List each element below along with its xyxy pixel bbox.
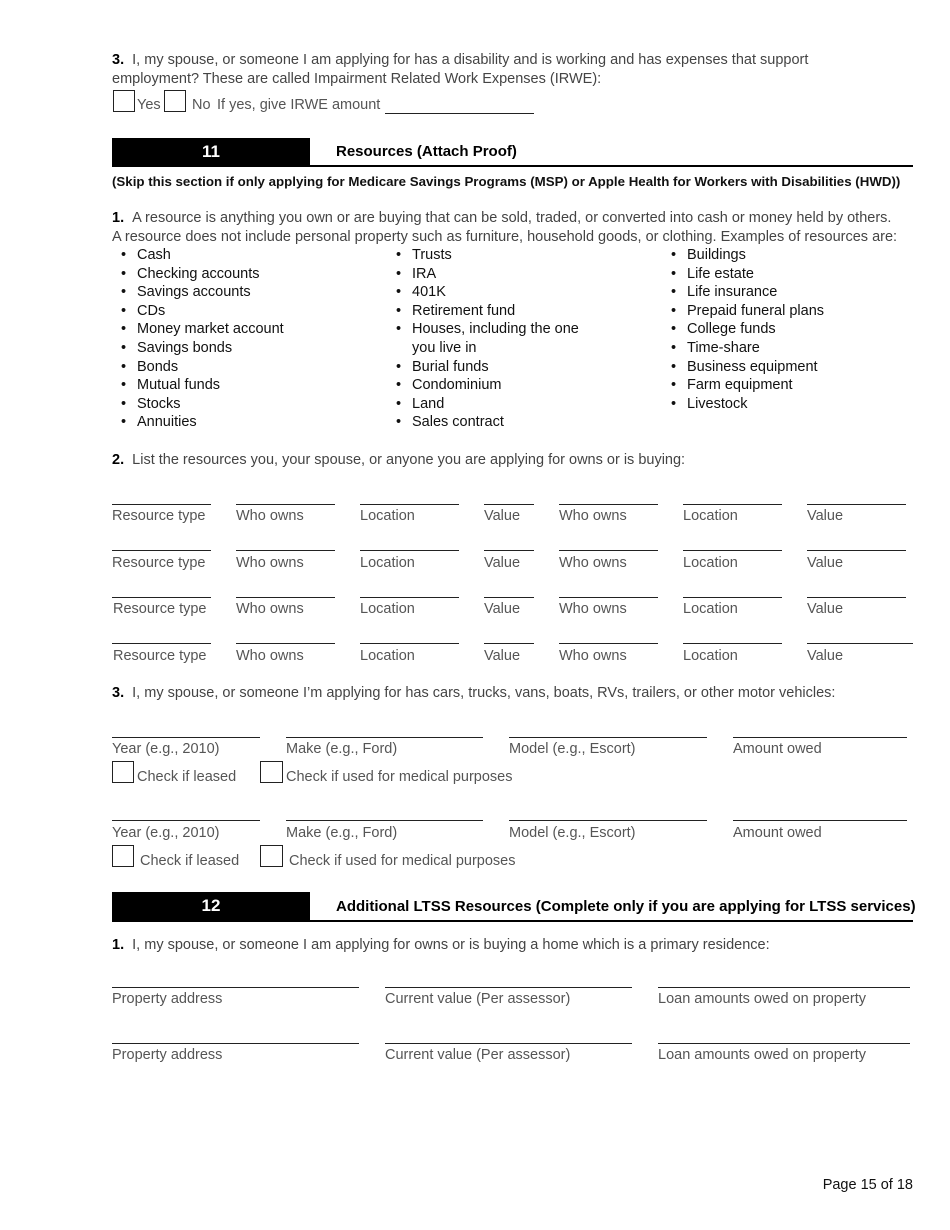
resource-field[interactable] [559,597,658,598]
resource-field-label: Who owns [236,508,304,524]
resource-field[interactable] [112,597,211,598]
vehicle-make-field[interactable] [286,737,483,738]
irwe-no-label: No [192,97,211,113]
resources-definition [112,209,902,247]
vehicle-make-field[interactable] [286,820,483,821]
home-question [112,936,902,955]
irwe-question-text: I, my spouse, or someone I am applying for has a disability and is working and has expenses that support employment? These are called Impairment Related Work Expenses (IRWE): [112,52,809,87]
resource-example-item: • Condominium [387,376,597,395]
vehicle-model-label: Model (e.g., Escort) [509,825,636,841]
resource-field[interactable] [236,550,335,551]
resource-field-label: Value [807,648,844,664]
resource-examples-col2 [387,246,597,432]
resource-field[interactable] [112,504,211,505]
section-11-rule [112,165,913,167]
section-12-rule [112,920,913,922]
resource-example-item: • Trusts [387,246,597,265]
resource-example-item: • Annuities [112,413,352,432]
resource-examples-col3 [662,246,902,413]
property-field-label: Loan amounts owed on property [658,1047,866,1063]
section-12-title: Additional LTSS Resources (Complete only if you are applying for LTSS services) [336,898,916,915]
vehicle-year-label: Year (e.g., 2010) [112,825,220,841]
resource-example-item: • Buildings [662,246,902,265]
resource-example-item: • 401K [387,283,597,302]
resource-field[interactable] [559,504,658,505]
resource-field[interactable] [236,643,335,644]
property-field-label: Current value (Per assessor) [385,991,571,1007]
resource-field-label: Who owns [236,555,304,571]
resource-field[interactable] [112,643,211,644]
resource-example-item: • Livestock [662,395,902,414]
irwe-yes-checkbox[interactable] [113,90,135,112]
resource-field-label: Location [683,508,738,524]
medical-purpose-label: Check if used for medical purposes [289,853,516,869]
property-field[interactable] [385,1043,632,1044]
resource-field-label: Who owns [236,601,304,617]
resource-field-label: Value [484,555,521,571]
resource-field[interactable] [484,643,534,644]
resource-field[interactable] [807,550,906,551]
vehicle-make-label: Make (e.g., Ford) [286,741,398,757]
vehicles-question [112,684,902,703]
resource-example-item: • Life estate [662,265,902,284]
resource-example-item: • Farm equipment [662,376,902,395]
resource-field[interactable] [683,597,782,598]
resource-field-label: Value [807,508,844,524]
property-field-label: Property address [112,991,223,1007]
resource-example-item: • College funds [662,320,902,339]
resource-example-item: • Houses, including the one you live in [387,320,597,357]
resource-field-label: Who owns [236,648,304,664]
resource-field-label: Resource type [112,508,206,524]
resource-field[interactable] [484,550,534,551]
resource-field-label: Location [360,508,415,524]
medical-purpose-checkbox[interactable] [260,845,283,867]
resource-field-label: Who owns [559,508,627,524]
resource-example-item: • Checking accounts [112,265,352,284]
leased-label: Check if leased [140,853,240,869]
resource-field[interactable] [807,643,913,644]
resource-example-item: • Stocks [112,395,352,414]
resource-field-label: Location [360,601,415,617]
vehicle-owed-label: Amount owed [733,741,822,757]
resource-field[interactable] [484,504,534,505]
irwe-question-number: 3. [112,52,125,68]
irwe-yes-label: Yes [137,97,161,113]
vehicles-q3-number: 3. [112,685,125,701]
resource-field[interactable] [683,643,782,644]
section-11-skip-note: (Skip this section if only applying for Medicare Savings Programs (MSP) or Apple Health for Workers with Disabilities (HWD)) [112,174,901,189]
property-field[interactable] [385,987,632,988]
resource-example-item: • Retirement fund [387,302,597,321]
resource-example-item: • Business equipment [662,358,902,377]
resource-field-label: Who owns [559,555,627,571]
resource-example-item: • Burial funds [387,358,597,377]
resource-field[interactable] [360,504,459,505]
property-field-label: Loan amounts owed on property [658,991,866,1007]
resource-example-item: • Money market account [112,320,352,339]
resource-field[interactable] [683,550,782,551]
resource-field[interactable] [559,643,658,644]
vehicle-year-field[interactable] [112,737,260,738]
property-field[interactable] [658,987,910,988]
page-number: Page 15 of 18 [822,1177,913,1193]
resources-q1-text: A resource is anything you own or are buying that can be sold, traded, or converted into cash or money held by others. A resource does not include personal property such as furniture, household goods, or clothing. Examples of resources are: [112,210,898,245]
resource-example-item: • CDs [112,302,352,321]
resource-example-item: • Savings accounts [112,283,352,302]
resource-example-item: • Cash [112,246,352,265]
resource-example-item: • IRA [387,265,597,284]
property-field[interactable] [112,1043,359,1044]
resource-example-item: • Prepaid funeral plans [662,302,902,321]
section-12-number: 12 [112,892,310,920]
vehicle-model-field[interactable] [509,820,707,821]
vehicle-make-label: Make (e.g., Ford) [286,825,398,841]
section-11-number: 11 [112,138,310,166]
resource-field[interactable] [807,504,906,505]
medical-purpose-checkbox[interactable] [260,761,283,783]
home-q1-number: 1. [112,937,125,953]
resource-example-item: • Bonds [112,358,352,377]
irwe-amount-label: If yes, give IRWE amount [217,97,381,113]
leased-checkbox[interactable] [112,845,134,867]
resource-field[interactable] [807,597,906,598]
resource-field-label: Value [484,601,521,617]
resource-field[interactable] [360,597,459,598]
resources-q2-text: List the resources you, your spouse, or anyone you are applying for owns or is buying: [132,452,686,468]
resource-field[interactable] [236,504,335,505]
resource-example-item: • Life insurance [662,283,902,302]
resource-example-item: • Time-share [662,339,902,358]
resource-field-label: Location [683,601,738,617]
resource-field[interactable] [112,550,211,551]
resource-field-label: Resource type [113,648,207,664]
resource-field-label: Who owns [559,601,627,617]
resource-field-label: Value [807,601,844,617]
vehicle-model-label: Model (e.g., Escort) [509,741,636,757]
resource-example-item: • Savings bonds [112,339,352,358]
resource-field-label: Resource type [113,601,207,617]
resources-q2-number: 2. [112,452,125,468]
resource-field[interactable] [683,504,782,505]
resource-field[interactable] [484,597,534,598]
vehicle-model-field[interactable] [509,737,707,738]
vehicle-year-label: Year (e.g., 2010) [112,741,220,757]
vehicle-owed-field[interactable] [733,820,907,821]
medical-purpose-label: Check if used for medical purposes [286,769,513,785]
irwe-no-checkbox[interactable] [164,90,186,112]
irwe-amount-field[interactable] [385,113,534,114]
resource-field-label: Location [360,648,415,664]
resource-examples-col1 [112,246,352,432]
resource-field-label: Resource type [112,555,206,571]
resource-example-item: • Sales contract [387,413,597,432]
irwe-question [112,51,832,89]
resource-field-label: Value [484,508,521,524]
section-11-title: Resources (Attach Proof) [336,143,517,160]
vehicle-owed-label: Amount owed [733,825,822,841]
vehicle-owed-field[interactable] [733,737,907,738]
resource-field-label: Value [807,555,844,571]
property-field[interactable] [658,1043,910,1044]
resource-field-label: Location [360,555,415,571]
leased-label: Check if leased [137,769,237,785]
resources-q1-number: 1. [112,210,125,226]
leased-checkbox[interactable] [112,761,134,783]
property-field[interactable] [112,987,359,988]
vehicle-year-field[interactable] [112,820,260,821]
property-field-label: Current value (Per assessor) [385,1047,571,1063]
property-field-label: Property address [112,1047,223,1063]
resource-field[interactable] [360,643,459,644]
vehicles-q3-text: I, my spouse, or someone I’m applying for has cars, trucks, vans, boats, RVs, trailers, or other motor vehicles: [132,685,836,701]
resources-list-question [112,451,892,470]
resource-field-label: Who owns [559,648,627,664]
resource-field[interactable] [360,550,459,551]
resource-field-label: Location [683,648,738,664]
resource-example-item: • Land [387,395,597,414]
home-q1-text: I, my spouse, or someone I am applying for owns or is buying a home which is a primary residence: [132,937,770,953]
resource-field-label: Location [683,555,738,571]
resource-field[interactable] [236,597,335,598]
resource-field-label: Value [484,648,521,664]
resource-field[interactable] [559,550,658,551]
resource-example-item: • Mutual funds [112,376,352,395]
